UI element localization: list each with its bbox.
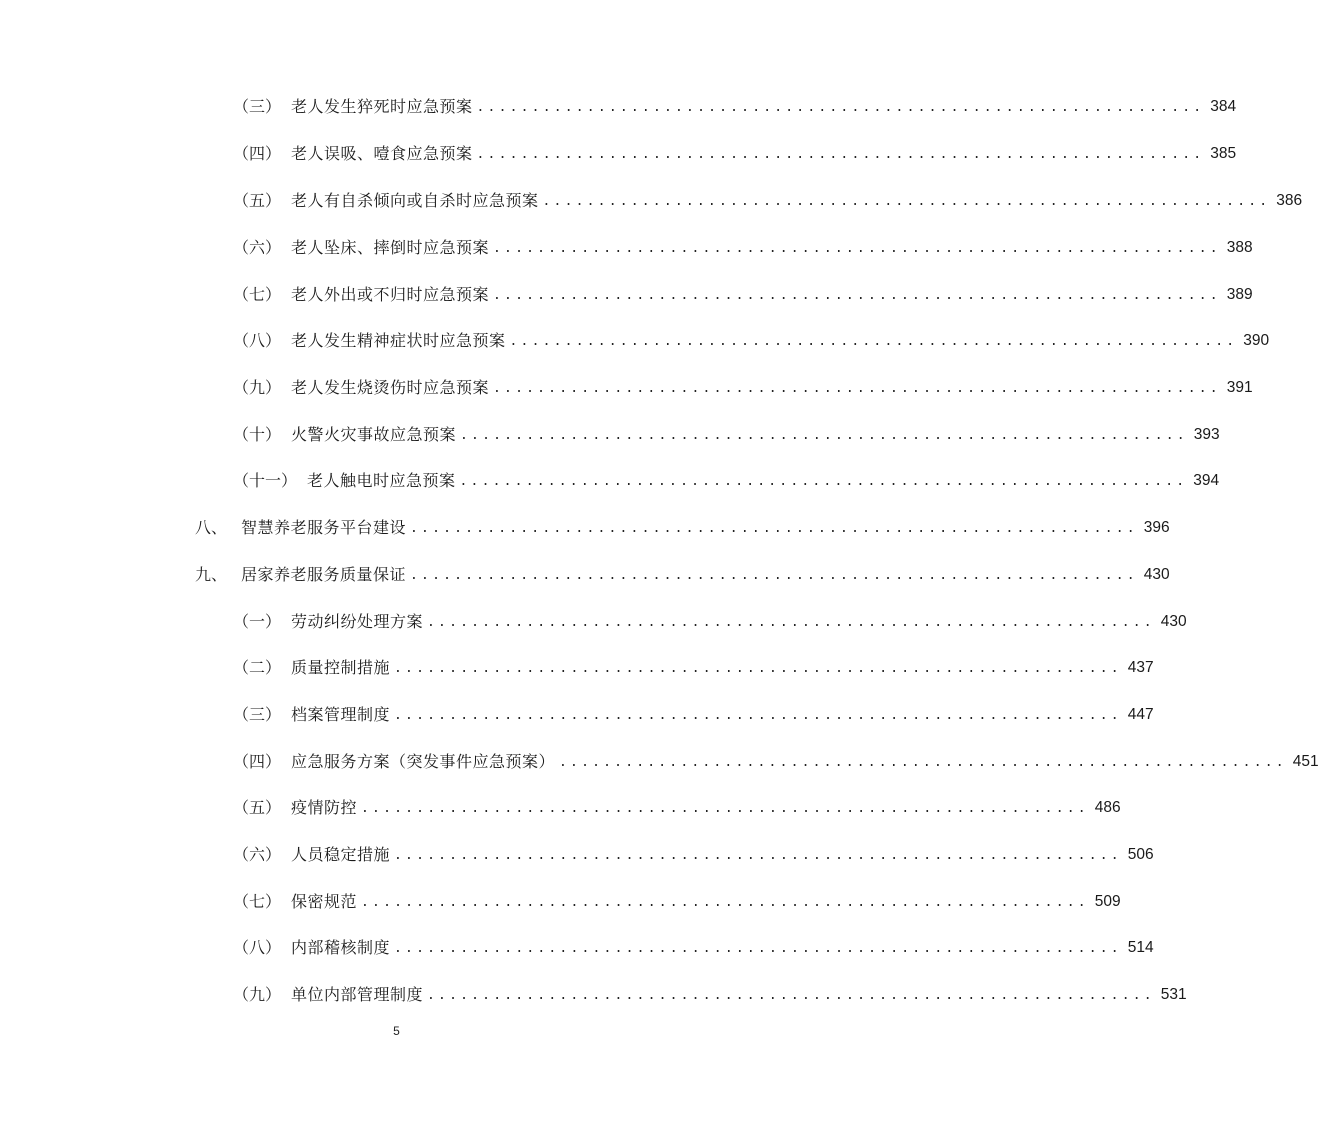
toc-entry-page: 514 — [1127, 939, 1154, 956]
toc-entry-title: 质量控制措施 — [291, 658, 391, 677]
toc-entry-title: 应急服务方案（突发事件应急预案） — [291, 752, 556, 771]
dot-leader: .................................................................. — [410, 521, 1138, 536]
toc-section-page: 430 — [1143, 566, 1170, 583]
dot-leader: .................................................................. — [476, 147, 1205, 162]
toc-section-page: 396 — [1143, 519, 1170, 536]
toc-entry-number: （九） — [233, 378, 282, 397]
dot-leader: .................................................................. — [559, 755, 1287, 770]
toc-entry[interactable] — [233, 656, 1154, 680]
toc-entry[interactable] — [233, 469, 1220, 493]
toc-entry-number: （九） — [233, 985, 282, 1004]
dot-leader: .................................................................. — [493, 241, 1221, 256]
toc-entry[interactable] — [233, 236, 1253, 260]
toc-entry-page: 451 — [1292, 753, 1319, 770]
toc-section-title: 居家养老服务质量保证 — [241, 565, 407, 584]
toc-entry-page: 394 — [1193, 472, 1220, 489]
toc-entry-page: 393 — [1193, 426, 1220, 443]
dot-leader: .................................................................. — [509, 334, 1238, 349]
toc-entry-number: （三） — [233, 705, 282, 724]
dot-leader: .................................................................. — [410, 568, 1138, 583]
toc-entry[interactable] — [233, 890, 1121, 914]
toc-entry-number: （三） — [233, 97, 282, 116]
toc-entry-title: 老人发生烧烫伤时应急预案 — [291, 378, 490, 397]
dot-leader: .................................................................. — [459, 474, 1188, 489]
dot-leader: .................................................................. — [427, 615, 1155, 630]
dot-leader: .................................................................. — [460, 428, 1188, 443]
toc-entry[interactable] — [233, 142, 1237, 166]
toc-entry-number: （十） — [233, 425, 282, 444]
dot-leader: .................................................................. — [542, 194, 1271, 209]
toc-entry-title: 劳动纠纷处理方案 — [291, 612, 424, 631]
toc-entry-page: 390 — [1243, 332, 1270, 349]
toc-entry-title: 老人坠床、摔倒时应急预案 — [291, 238, 490, 257]
toc-entry-page: 388 — [1226, 239, 1253, 256]
toc-entry-page: 506 — [1127, 846, 1154, 863]
toc-entry-page: 447 — [1127, 706, 1154, 723]
toc-entry-number: （十一） — [233, 471, 298, 490]
toc-entry[interactable] — [233, 610, 1187, 634]
toc-entry-title: 档案管理制度 — [291, 705, 391, 724]
toc-entry-title: 火警火灾事故应急预案 — [291, 425, 457, 444]
dot-leader: .................................................................. — [394, 708, 1122, 723]
toc-entry-page: 384 — [1210, 98, 1237, 115]
toc-entry[interactable] — [233, 796, 1121, 820]
toc-entry-number: （四） — [233, 144, 282, 163]
toc-section[interactable] — [195, 563, 1170, 587]
toc-entry[interactable] — [233, 189, 1303, 213]
toc-entry[interactable] — [233, 95, 1237, 119]
toc-entry-number: （五） — [233, 798, 282, 817]
dot-leader: .................................................................. — [361, 801, 1089, 816]
toc-entry-title: 老人发生猝死时应急预案 — [291, 97, 473, 116]
toc-entry-page: 531 — [1160, 986, 1187, 1003]
toc-section[interactable] — [195, 516, 1170, 540]
toc-section-number: 九、 — [195, 565, 228, 584]
toc-entry-number: （八） — [233, 331, 282, 350]
toc-entry[interactable] — [233, 936, 1154, 960]
toc-entry[interactable] — [233, 329, 1270, 353]
toc-entry-number: （七） — [233, 892, 282, 911]
toc-entry-title: 人员稳定措施 — [291, 845, 391, 864]
toc-entry-number: （五） — [233, 191, 282, 210]
toc-entry-title: 老人误吸、噎食应急预案 — [291, 144, 473, 163]
dot-leader: .................................................................. — [394, 941, 1122, 956]
toc-entry-title: 单位内部管理制度 — [291, 985, 424, 1004]
toc-entry-title: 老人有自杀倾向或自杀时应急预案 — [291, 191, 539, 210]
dot-leader: .................................................................. — [476, 100, 1205, 115]
toc-entry-title: 疫情防控 — [291, 798, 358, 817]
dot-leader: .................................................................. — [394, 848, 1122, 863]
toc-section-title: 智慧养老服务平台建设 — [241, 518, 407, 537]
toc-entry-number: （七） — [233, 285, 282, 304]
dot-leader: .................................................................. — [361, 895, 1089, 910]
toc-entry-title: 内部稽核制度 — [291, 938, 391, 957]
toc-entry-page: 386 — [1276, 192, 1303, 209]
toc-entry[interactable] — [233, 843, 1154, 867]
toc-entry-number: （二） — [233, 658, 282, 677]
toc-entry[interactable] — [233, 983, 1187, 1007]
dot-leader: .................................................................. — [394, 661, 1122, 676]
toc-entry-title: 老人外出或不归时应急预案 — [291, 285, 490, 304]
toc-entry-title: 老人发生精神症状时应急预案 — [291, 331, 506, 350]
toc-entry[interactable] — [233, 423, 1220, 447]
page-number: 5 — [393, 1024, 400, 1038]
toc-entry-title: 老人触电时应急预案 — [307, 471, 456, 490]
toc-entry[interactable] — [233, 283, 1253, 307]
toc-entry[interactable] — [233, 750, 1319, 774]
toc-entry-number: （六） — [233, 845, 282, 864]
toc-entry-page: 486 — [1094, 799, 1121, 816]
toc-entry-number: （四） — [233, 752, 282, 771]
toc-entry-page: 389 — [1226, 286, 1253, 303]
toc-entry[interactable] — [233, 376, 1253, 400]
toc-entry-number: （一） — [233, 612, 282, 631]
toc-entry-page: 430 — [1160, 613, 1187, 630]
dot-leader: .................................................................. — [493, 288, 1221, 303]
toc-entry[interactable] — [233, 703, 1154, 727]
toc-section-number: 八、 — [195, 518, 228, 537]
toc-entry-page: 437 — [1127, 659, 1154, 676]
toc-entry-title: 保密规范 — [291, 892, 358, 911]
toc-entry-number: （八） — [233, 938, 282, 957]
toc-entry-page: 385 — [1210, 145, 1237, 162]
dot-leader: .................................................................. — [427, 988, 1155, 1003]
toc-entry-number: （六） — [233, 238, 282, 257]
toc-entry-page: 391 — [1226, 379, 1253, 396]
toc-entry-page: 509 — [1094, 893, 1121, 910]
dot-leader: .................................................................. — [493, 381, 1221, 396]
